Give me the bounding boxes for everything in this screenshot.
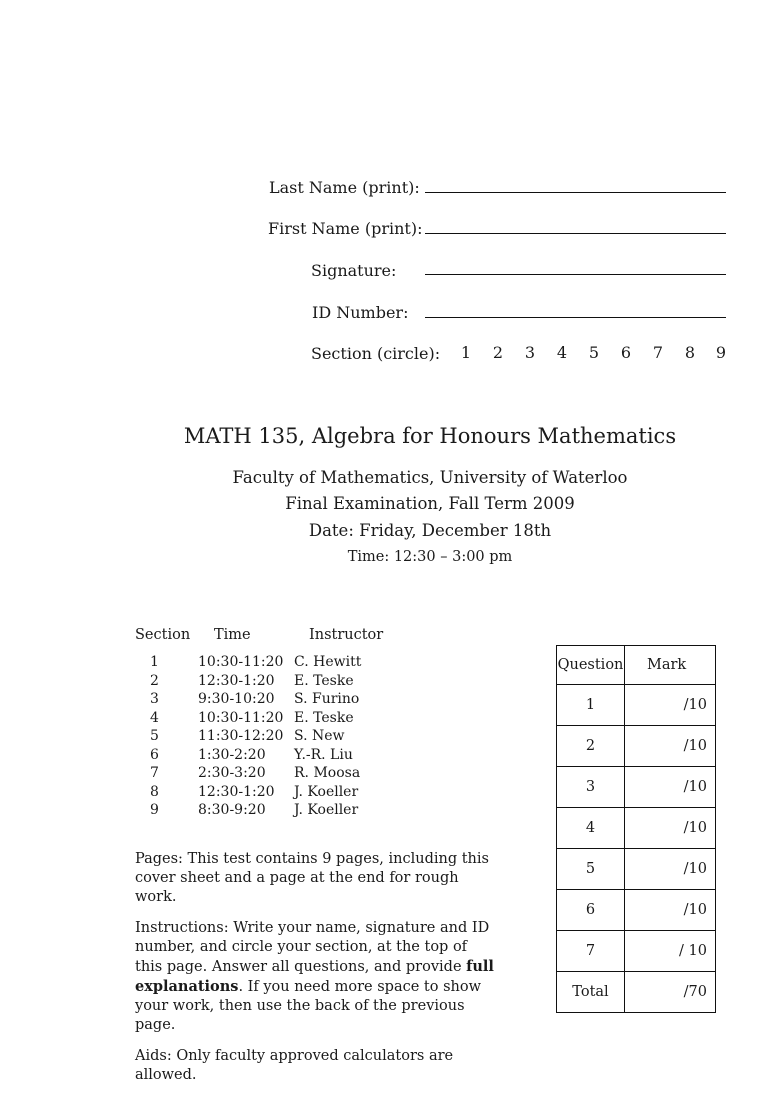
schedule-header-instructor: Instructor: [309, 627, 384, 643]
mark-table-header: [557, 646, 716, 685]
mark-cell[interactable]: /10: [625, 725, 716, 766]
schedule-instructor: S. Furino: [294, 691, 360, 707]
instructions-text: . If you need more space to show your work, then use the back of the previous page.: [135, 979, 481, 1033]
schedule-instructor: Y.-R. Liu: [294, 746, 353, 763]
date-line: Date: Friday, December 18th: [308, 521, 552, 540]
first-name-label: First Name (print):: [268, 219, 423, 238]
first-name-field[interactable]: [425, 233, 726, 234]
signature-label: Signature:: [311, 261, 397, 280]
mark-cell[interactable]: /10: [625, 766, 716, 807]
question-number: 1: [557, 684, 625, 725]
faculty-line: Faculty of Mathematics, University of Waterloo: [232, 468, 628, 487]
schedule-time: 1:30-2:20: [198, 746, 266, 763]
mark-cell[interactable]: /10: [625, 684, 716, 725]
mark-row: [557, 848, 716, 889]
mark-header: Mark: [625, 646, 716, 685]
schedule-section: 8: [150, 783, 159, 800]
last-name-label: Last Name (print):: [269, 178, 420, 197]
total-label: Total: [557, 971, 625, 1012]
section-option-2[interactable]: 2: [492, 343, 504, 362]
instructions-emphasis: full explanations: [135, 958, 494, 995]
schedule-time: 10:30-11:20: [198, 709, 284, 726]
schedule-time: 8:30-9:20: [198, 802, 266, 818]
schedule-instructor: S. New: [294, 728, 345, 744]
question-number: 5: [557, 848, 625, 889]
section-option-6[interactable]: 6: [620, 343, 632, 362]
schedule-section: 9: [150, 802, 159, 818]
schedule-time: 11:30-12:20: [198, 728, 284, 744]
exam-line: Final Examination, Fall Term 2009: [285, 494, 575, 513]
mark-row: [557, 684, 716, 725]
schedule-time: 12:30-1:20: [198, 672, 275, 689]
mark-row: [557, 889, 716, 930]
pages-paragraph: Pages: This test contains 9 pages, including this cover sheet and a page at the end for rough work.: [135, 851, 489, 905]
schedule-section: 2: [150, 672, 159, 689]
aids-paragraph: Aids: Only faculty approved calculators are allowed.: [135, 1048, 454, 1083]
schedule-section: 1: [150, 654, 159, 670]
mark-cell[interactable]: /10: [625, 848, 716, 889]
time-line: Time: 12:30 – 3:00 pm: [347, 549, 513, 565]
schedule-instructor: E. Teske: [294, 672, 354, 689]
schedule-header-time: Time: [214, 627, 251, 643]
question-number: 3: [557, 766, 625, 807]
id-number-field[interactable]: [425, 317, 726, 318]
section-option-3[interactable]: 3: [524, 343, 536, 362]
mark-cell[interactable]: /10: [625, 807, 716, 848]
section-option-7[interactable]: 7: [652, 343, 664, 362]
mark-table: [556, 645, 716, 1013]
instructions-text: Instructions: Write your name, signature and ID number, and circle your section, at the top of this page. Answer all questions, and provide: [135, 920, 490, 975]
schedule-section: 6: [150, 746, 159, 763]
question-number: 4: [557, 807, 625, 848]
schedule-section: 7: [150, 765, 159, 781]
schedule-time: 2:30-3:20: [198, 765, 266, 781]
section-option-4[interactable]: 4: [556, 343, 568, 362]
section-option-8[interactable]: 8: [684, 343, 696, 362]
schedule-header-section: Section: [135, 627, 191, 643]
exam-title: MATH 135, Algebra for Honours Mathematics: [183, 424, 677, 448]
exam-info: [135, 850, 495, 1097]
schedule-instructor: E. Teske: [294, 709, 354, 726]
schedule-instructor: J. Koeller: [294, 802, 359, 818]
mark-row: [557, 930, 716, 971]
mark-row: [557, 725, 716, 766]
section-option-9[interactable]: 9: [715, 343, 727, 362]
schedule-section: 3: [150, 691, 159, 707]
schedule-time: 12:30-1:20: [198, 783, 275, 800]
schedule-instructor: J. Koeller: [294, 783, 359, 800]
mark-cell[interactable]: / 10: [625, 930, 716, 971]
section-option-5[interactable]: 5: [588, 343, 600, 362]
schedule-instructor: C. Hewitt: [294, 654, 362, 670]
section-option-1[interactable]: 1: [460, 343, 472, 362]
schedule-instructor: R. Moosa: [294, 765, 361, 781]
signature-field[interactable]: [425, 274, 726, 275]
mark-row: [557, 807, 716, 848]
mark-cell[interactable]: /10: [625, 889, 716, 930]
schedule-time: 9:30-10:20: [198, 691, 275, 707]
mark-row: [557, 766, 716, 807]
question-number: 7: [557, 930, 625, 971]
total-mark-cell[interactable]: /70: [625, 971, 716, 1012]
schedule-section: 4: [150, 709, 159, 726]
question-header: Question: [557, 646, 625, 685]
section-label: Section (circle):: [311, 344, 441, 363]
id-number-label: ID Number:: [312, 303, 409, 322]
schedule-time: 10:30-11:20: [198, 654, 284, 670]
schedule-section: 5: [150, 728, 159, 744]
instructions-paragraph: [135, 919, 495, 1035]
question-number: 2: [557, 725, 625, 766]
last-name-field[interactable]: [425, 192, 726, 193]
mark-row-total: [557, 971, 716, 1012]
question-number: 6: [557, 889, 625, 930]
